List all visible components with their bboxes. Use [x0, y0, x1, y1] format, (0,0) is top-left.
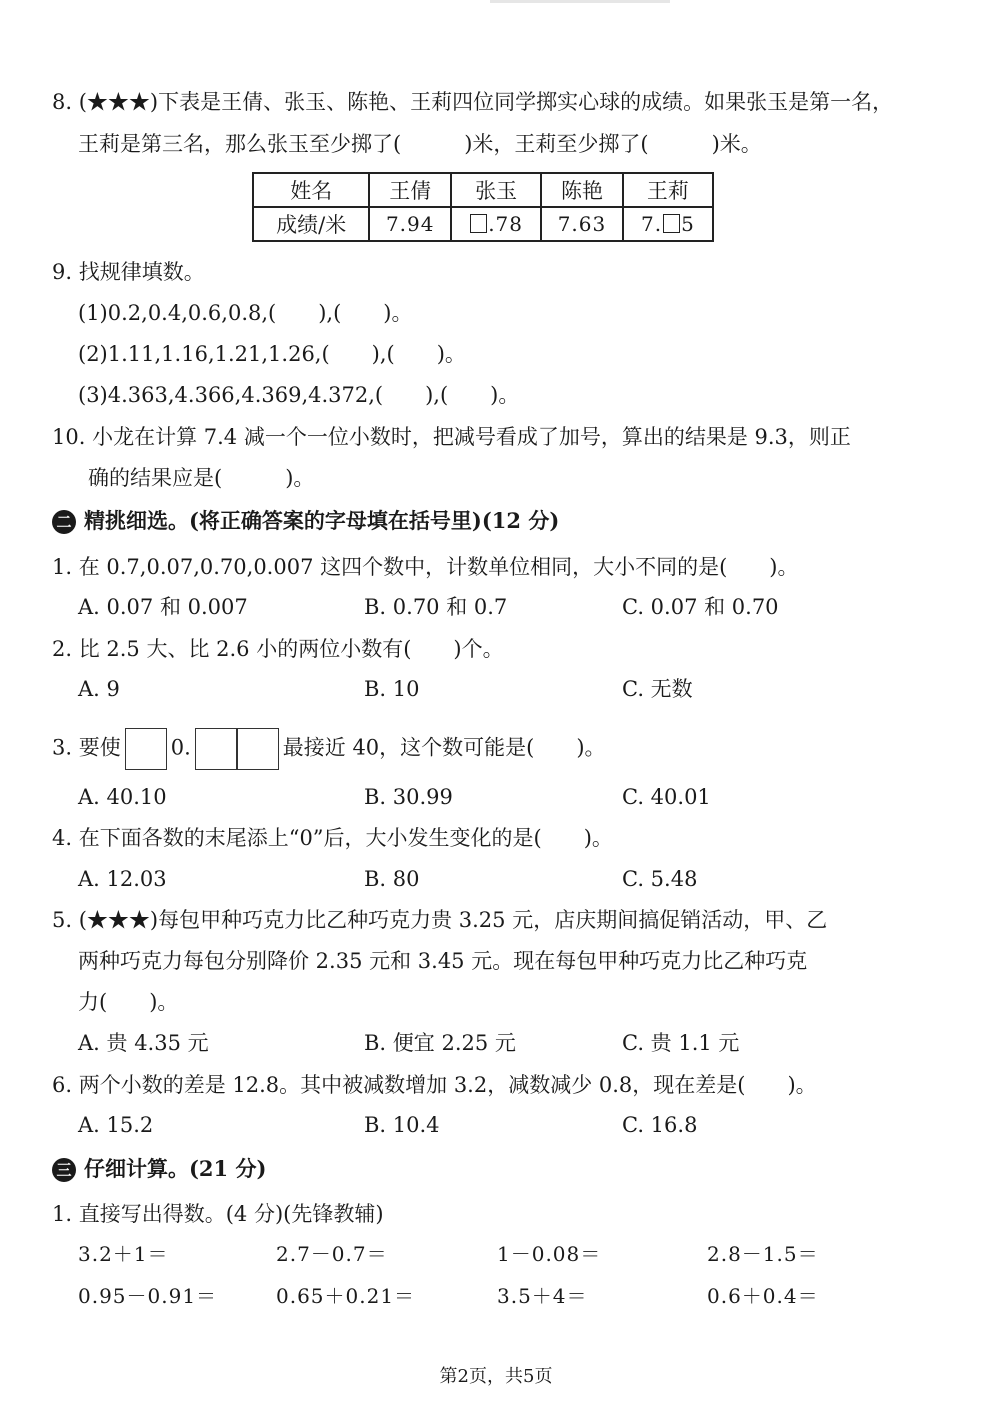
- s2-q4-option-c: C. 5.48: [622, 867, 698, 891]
- table-header-cell: 张玉: [451, 173, 541, 207]
- calc-item: 0.6＋0.4＝: [707, 1284, 819, 1308]
- score-chenyan: 7.63: [541, 207, 623, 241]
- score-wangqian: 7.94: [369, 207, 451, 241]
- s2-q6-option-b: B. 10.4: [364, 1113, 440, 1137]
- score-zhangyu: [451, 207, 541, 241]
- page-footer: 第2页，共5页: [439, 1366, 553, 1387]
- q9-item-3: (3)4.363,4.366,4.369,4.372,( ),( )。: [78, 383, 520, 407]
- row-label-cell: 成绩/米: [253, 207, 369, 241]
- q10-line1: 10. 小龙在计算 7.4 减一个一位小数时，把减号看成了加号，算出的结果是 9.3，则正: [52, 425, 851, 449]
- section-2-heading: [52, 507, 559, 535]
- calc-item: 0.95－0.91＝: [78, 1284, 218, 1308]
- q8-line1: 8. (★★★)下表是王倩、张玉、陈艳、王莉四位同学掷实心球的成绩。如果张玉是第一名，: [52, 90, 894, 114]
- s2-q6-option-c: C. 16.8: [622, 1113, 698, 1137]
- s2-q5-line2: 两种巧克力每包分别降价 2.35 元和 3.45 元。现在每包甲种巧克力比乙种巧克: [78, 949, 808, 973]
- s2-q4-option-a: A. 12.03: [78, 867, 167, 891]
- table-header-row: [253, 173, 713, 207]
- score-wangli-tail: 5: [681, 212, 695, 236]
- calc-item: 3.5＋4＝: [497, 1284, 588, 1308]
- table-header-cell: 王莉: [623, 173, 713, 207]
- s2-q5-option-b: B. 便宜 2.25 元: [364, 1031, 516, 1055]
- digit-box-2: [195, 728, 237, 770]
- table-header-cell: 王倩: [369, 173, 451, 207]
- digit-box-3: [237, 728, 279, 770]
- q9-title: 9. 找规律填数。: [52, 260, 205, 284]
- s2-q2-option-b: B. 10: [364, 677, 420, 701]
- top-scan-mark: [490, 0, 670, 3]
- s2-q1-stem: 1. 在 0.7,0.07,0.70,0.007 这四个数中，计数单位相同，大小不同的是( )。: [52, 555, 799, 579]
- s2-q1-option-a: A. 0.07 和 0.007: [78, 595, 248, 619]
- q8-line2: 王莉是第三名，那么张玉至少掷了( )米，王莉至少掷了( )米。: [78, 132, 762, 156]
- s2-q3-stem-post: 最接近 40，这个数可能是( )。: [282, 735, 606, 760]
- s2-q1-option-c: C. 0.07 和 0.70: [622, 595, 779, 619]
- table-score-row: [253, 207, 713, 241]
- s2-q6-stem: 6. 两个小数的差是 12.8。其中被减数增加 3.2，减数减少 0.8，现在差是( )。: [52, 1073, 817, 1097]
- calc-item: 0.65＋0.21＝: [276, 1284, 416, 1308]
- s3-q1-title: 1. 直接写出得数。(4 分)(先锋教辅): [52, 1202, 384, 1226]
- score-table: [252, 172, 714, 242]
- score-zhangyu-tail: .78: [488, 212, 523, 236]
- table-header-cell: 陈艳: [541, 173, 623, 207]
- section-2-title: 精挑细选。(将正确答案的字母填在括号里)(12 分): [84, 508, 560, 533]
- calc-item: 2.8－1.5＝: [707, 1242, 819, 1266]
- s2-q5-option-c: C. 贵 1.1 元: [622, 1031, 740, 1055]
- blank-digit-box: [470, 214, 487, 233]
- s2-q3-decimal-point: 0.: [170, 735, 191, 760]
- s2-q4-option-b: B. 80: [364, 867, 420, 891]
- s2-q6-option-a: A. 15.2: [78, 1113, 154, 1137]
- s2-q2-option-c: C. 无数: [622, 677, 693, 701]
- blank-digit-box: [663, 214, 680, 233]
- q9-item-1: (1)0.2,0.4,0.6,0.8,( ),( )。: [78, 301, 413, 325]
- s2-q4-stem: 4. 在下面各数的末尾添上“0”后，大小发生变化的是( )。: [52, 826, 613, 850]
- s2-q5-line1: 5. (★★★)每包甲种巧克力比乙种巧克力贵 3.25 元，店庆期间搞促销活动，甲、乙: [52, 908, 828, 932]
- calc-item: 1－0.08＝: [497, 1242, 602, 1266]
- section-3-heading: [52, 1155, 266, 1183]
- s2-q3-stem: [52, 728, 606, 770]
- calc-item: 3.2＋1＝: [78, 1242, 169, 1266]
- section-2-badge: 二: [52, 510, 76, 534]
- s2-q2-stem: 2. 比 2.5 大、比 2.6 小的两位小数有( )个。: [52, 637, 504, 661]
- s2-q3-option-a: A. 40.10: [78, 785, 167, 809]
- section-3-title: 仔细计算。(21 分): [84, 1156, 267, 1181]
- s2-q3-option-b: B. 30.99: [364, 785, 453, 809]
- calc-item: 2.7－0.7＝: [276, 1242, 388, 1266]
- section-3-badge: 三: [52, 1158, 76, 1182]
- s2-q5-line3: 力( )。: [78, 990, 179, 1014]
- score-wangli-head: 7.: [640, 212, 663, 236]
- table-header-cell: 姓名: [253, 173, 369, 207]
- q10-line2: 确的结果应是( )。: [88, 466, 315, 490]
- q9-item-2: (2)1.11,1.16,1.21,1.26,( ),( )。: [78, 342, 466, 366]
- s2-q1-option-b: B. 0.70 和 0.7: [364, 595, 508, 619]
- digit-box-1: [125, 728, 167, 770]
- s2-q2-option-a: A. 9: [78, 677, 120, 701]
- s2-q5-option-a: A. 贵 4.35 元: [78, 1031, 209, 1055]
- s2-q3-option-c: C. 40.01: [622, 785, 711, 809]
- s2-q3-stem-pre: 3. 要使: [52, 735, 121, 760]
- score-wangli: [623, 207, 713, 241]
